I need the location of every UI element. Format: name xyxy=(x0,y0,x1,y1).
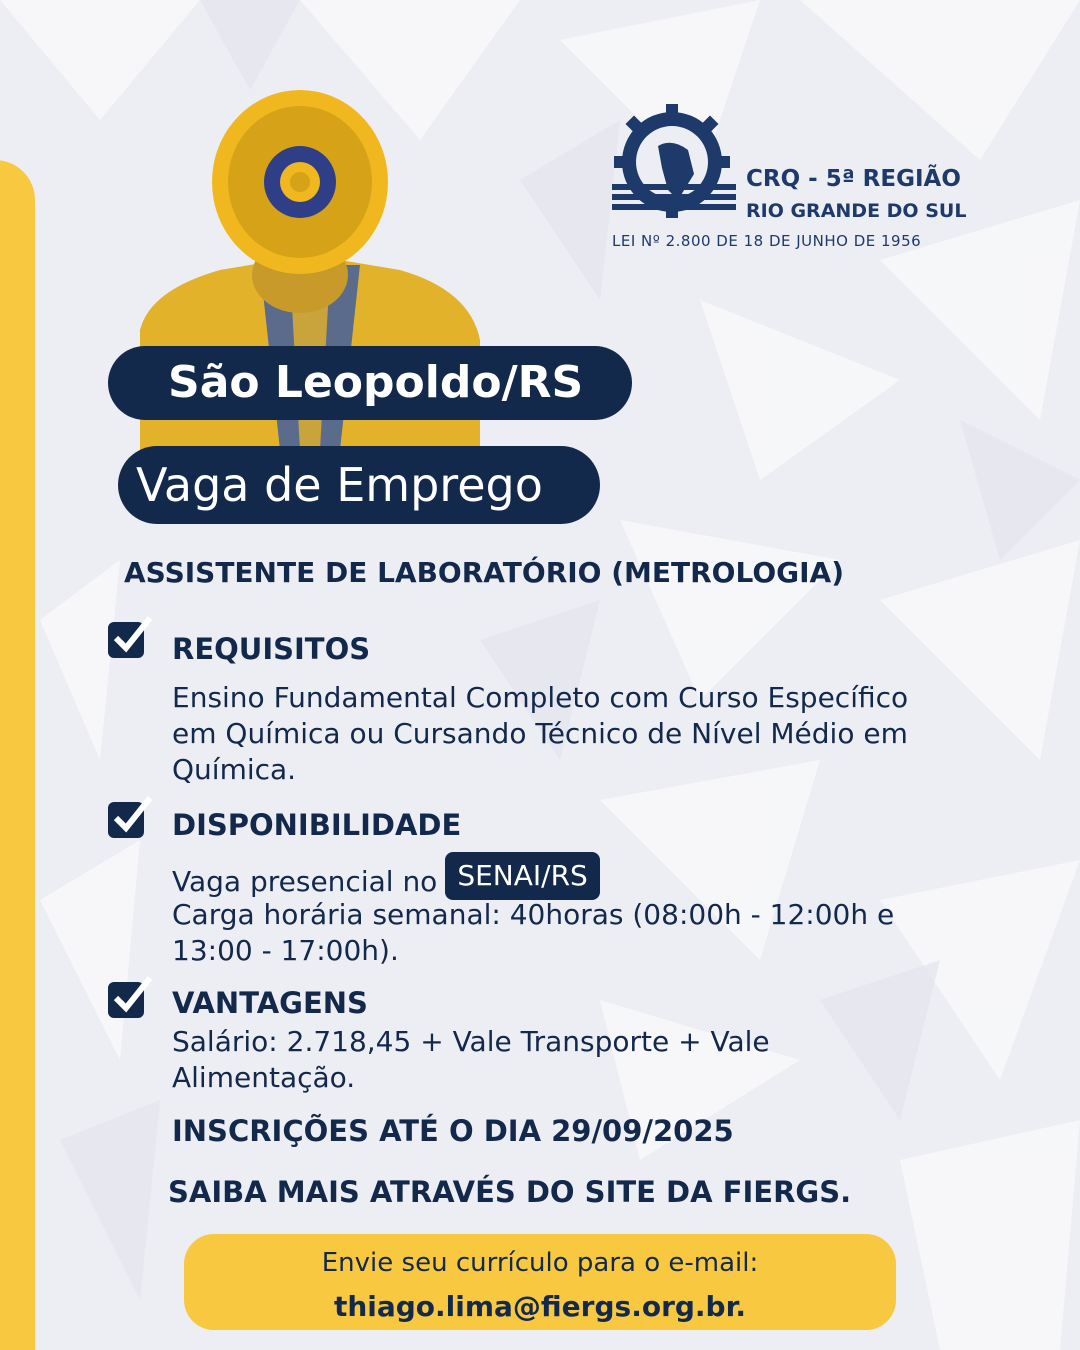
contact-label: Envie seu currículo para o e-mail: xyxy=(321,1248,759,1278)
more-info-text: SAIBA MAIS ATRAVÉS DO SITE DA FIERGS. xyxy=(168,1175,852,1209)
vantagens-text: Salário: 2.718,45 + Vale Transporte + Vale Alimentação. xyxy=(172,1025,770,1094)
gear-logo-icon xyxy=(608,104,738,224)
disponibilidade-line1 xyxy=(172,852,972,900)
disponibilidade-prefix: Vaga presencial no xyxy=(172,865,438,898)
disponibilidade-text: Carga horária semanal: 40horas (08:00h - 12:00h e 13:00 - 17:00h). xyxy=(172,898,895,967)
senai-badge: SENAI/RS xyxy=(445,852,599,900)
job-title: ASSISTENTE DE LABORATÓRIO (METROLOGIA) xyxy=(124,556,844,589)
crq-logo xyxy=(608,104,968,254)
checkbox-icon xyxy=(106,794,154,840)
location-pill: São Leopoldo/RS xyxy=(108,346,632,420)
checkbox-icon xyxy=(106,614,154,660)
deadline-text: INSCRIÇÕES ATÉ O DIA 29/09/2025 xyxy=(172,1114,734,1148)
logo-title: CRQ - 5ª REGIÃO xyxy=(746,166,961,192)
logo-subtitle: RIO GRANDE DO SUL xyxy=(746,200,967,222)
section-title-disponibilidade: DISPONIBILIDADE xyxy=(172,808,462,842)
contact-box xyxy=(184,1234,896,1330)
section-title-requisitos: REQUISITOS xyxy=(172,632,371,666)
contact-email[interactable]: thiago.lima@fiergs.org.br. xyxy=(333,1290,747,1323)
checkbox-icon xyxy=(106,974,154,1020)
requisitos-text: Ensino Fundamental Completo com Curso Específico em Química ou Cursando Técnico de Nível Médio em Química. xyxy=(172,681,909,786)
headline-pill: Vaga de Emprego xyxy=(118,446,600,524)
logo-law: LEI Nº 2.800 DE 18 DE JUNHO DE 1956 xyxy=(612,232,922,250)
left-accent-bar xyxy=(0,160,35,1350)
section-title-vantagens: VANTAGENS xyxy=(172,986,368,1020)
